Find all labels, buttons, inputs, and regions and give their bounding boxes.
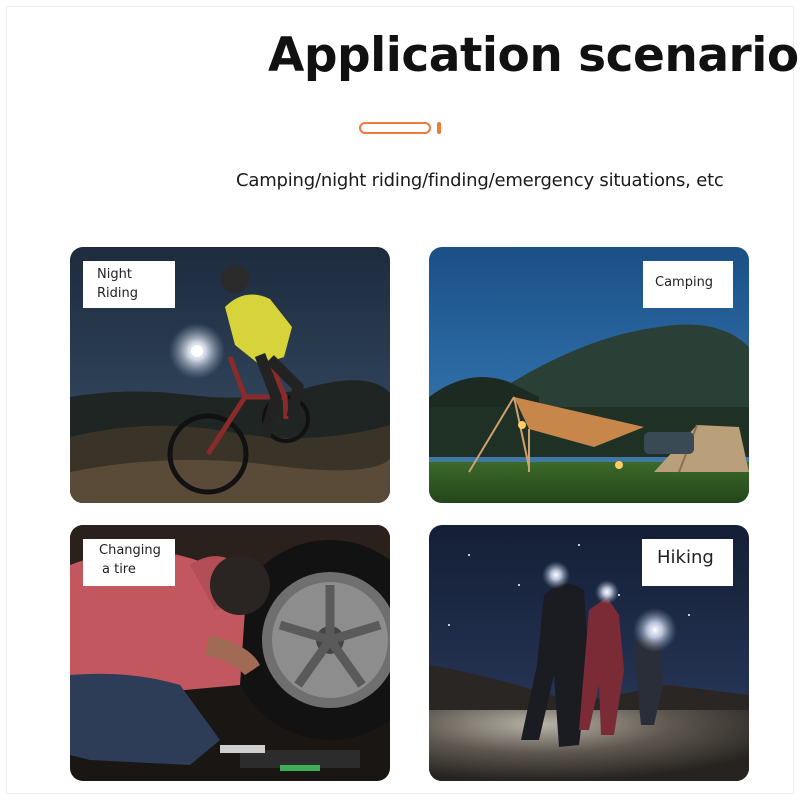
scenario-card-camping [429, 247, 749, 503]
title-divider-dot [437, 122, 441, 134]
label-line: Hiking [657, 547, 714, 568]
label-line: a tire [102, 562, 136, 577]
label-line: Riding [97, 286, 138, 301]
scenario-card-night-riding [70, 247, 390, 503]
page-title: Application scenario [268, 28, 799, 83]
scenario-card-changing-tire [70, 525, 390, 781]
label-camping [643, 261, 733, 308]
title-divider [359, 122, 431, 134]
label-line: Changing [99, 543, 161, 558]
label-hiking [642, 539, 733, 586]
label-night-riding [83, 261, 175, 308]
label-changing-tire [83, 539, 175, 586]
label-line: Night [97, 267, 132, 282]
scenario-card-hiking [429, 525, 749, 781]
label-line: Camping [655, 275, 714, 290]
page-subtitle: Camping/night riding/finding/emergency situations, etc [236, 170, 724, 191]
